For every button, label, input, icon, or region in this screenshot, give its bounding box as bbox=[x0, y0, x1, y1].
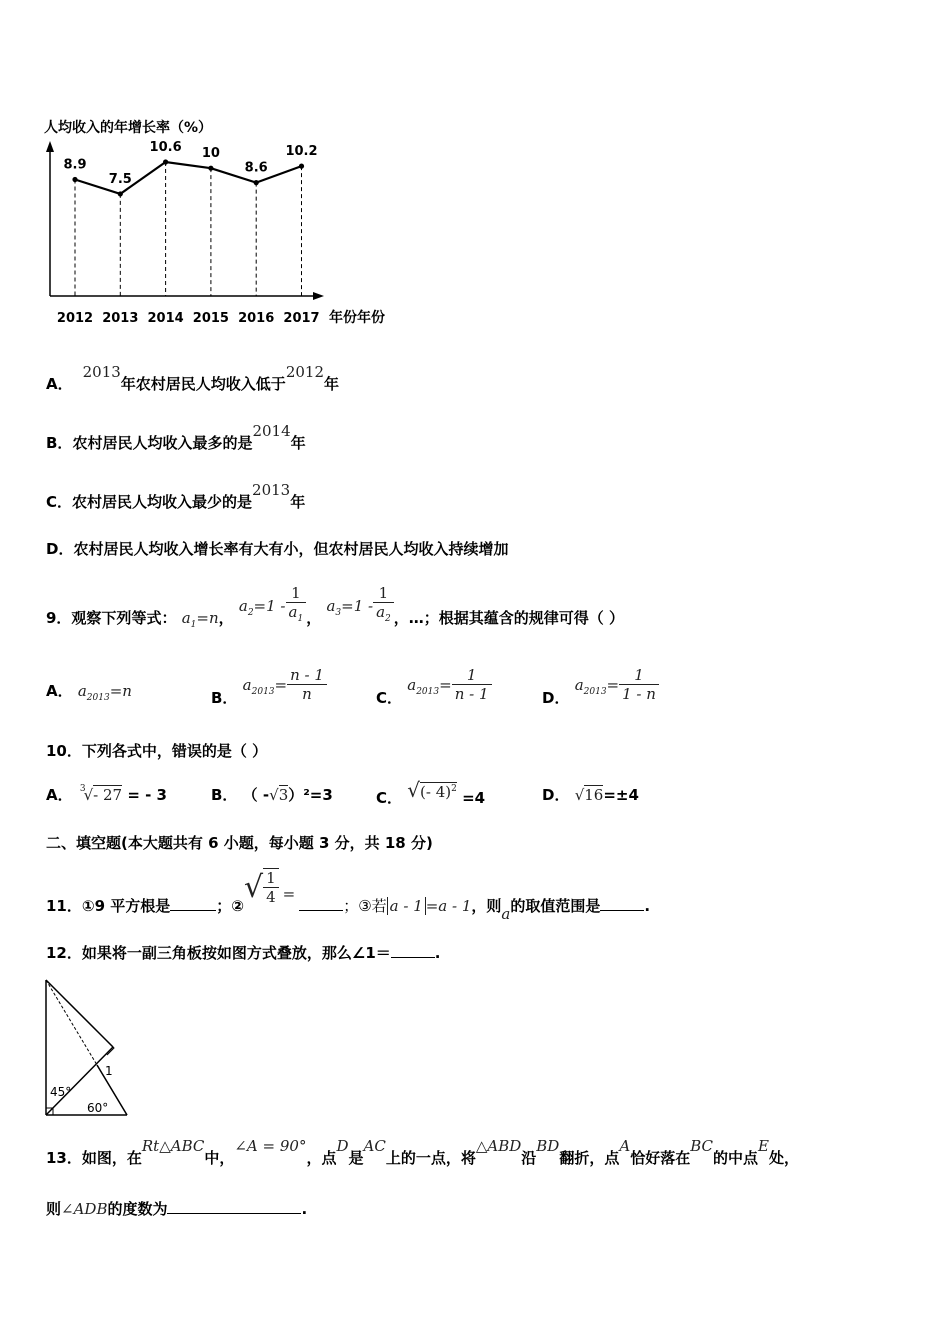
q11-part2: ；② bbox=[216, 897, 244, 915]
q9-option-c bbox=[376, 655, 492, 707]
data-label-2012: 8.9 bbox=[63, 157, 87, 173]
q8-d-text: 农村居民人均收入增长率有大有小，但农村居民人均收入持续增加 bbox=[73, 540, 509, 558]
q13-line-1 bbox=[46, 1135, 799, 1167]
data-label-2016: 8.6 bbox=[244, 160, 268, 176]
q10-c-radicand: (- 4) bbox=[420, 783, 452, 801]
q12-end: . bbox=[434, 944, 441, 962]
data-label-2015: 10 bbox=[201, 146, 220, 162]
q9-stem bbox=[46, 570, 624, 630]
q9-option-d bbox=[542, 655, 659, 707]
q13-tri-abd: △ABD bbox=[475, 1137, 522, 1155]
q8-c-year: 2013 bbox=[252, 481, 291, 499]
q11-part1: 11．①9 平方根是 bbox=[46, 897, 171, 915]
fig-label-1: 1 bbox=[105, 1064, 113, 1078]
q13-part7: 翻折，点 bbox=[559, 1149, 620, 1167]
q13-part1: 13．如图，在 bbox=[46, 1149, 142, 1167]
chart-title: 人均收入的年增长率（%） bbox=[44, 120, 213, 136]
q11-abs-expr: a - 1 bbox=[387, 897, 426, 915]
q9-opt-b-lhs: $a_{2013}=$ bbox=[242, 676, 288, 697]
data-point-2012 bbox=[72, 177, 77, 182]
q13-point-d: D bbox=[336, 1137, 349, 1155]
data-point-2013 bbox=[118, 191, 123, 196]
q9-opt-d-frac: $\frac{1}{1 - n}$ bbox=[619, 666, 659, 703]
q9-option-b bbox=[211, 655, 327, 707]
q13-seg-bd: BD bbox=[536, 1137, 560, 1155]
q10-option-a bbox=[46, 784, 167, 805]
q10-a-label: A． bbox=[46, 786, 73, 804]
data-point-2017 bbox=[299, 164, 304, 169]
fig-hypotenuse-45 bbox=[46, 980, 113, 1047]
q13-part3: ，点 bbox=[306, 1149, 337, 1167]
q10-d-radicand: 16 bbox=[584, 786, 604, 804]
chart-svg bbox=[40, 115, 420, 330]
q9-opt-c-lhs: $a_{2013}=$ bbox=[407, 676, 452, 697]
q13-end: . bbox=[301, 1200, 308, 1218]
q8-option-d bbox=[46, 538, 508, 559]
q10-d-radical-sign: √ bbox=[574, 786, 585, 804]
q8-b-text1: 农村居民人均收入最多的是 bbox=[72, 434, 253, 452]
q9-opt-c-frac: $\frac{1}{n - 1}$ bbox=[452, 666, 492, 703]
fig-label-60: 60° bbox=[87, 1101, 109, 1115]
q11-radical-sign: √ bbox=[243, 870, 264, 905]
q11-part3: ；③若 bbox=[343, 897, 387, 915]
q11-end: . bbox=[644, 897, 651, 915]
q10-c-radical-sign: √ bbox=[407, 778, 420, 802]
data-label-2014: 10.6 bbox=[149, 140, 182, 155]
x-axis-label: 年份年份 bbox=[329, 310, 385, 326]
q12-stem bbox=[46, 942, 440, 963]
q9-opt-a-expr: $a_{2013}=n$ bbox=[77, 682, 132, 703]
q13-line-2 bbox=[46, 1198, 307, 1219]
q13-angle-adb: ∠ADB bbox=[61, 1200, 108, 1218]
q9-opt-c-label: C． bbox=[376, 689, 403, 707]
q10-a-rhs: = - 3 bbox=[127, 786, 167, 804]
q13-line2-part1: 则 bbox=[46, 1200, 62, 1218]
q10-b-radicand: 3 bbox=[278, 786, 289, 804]
q9-stem-suffix: ，…；根据其蕴含的规律可得（ ） bbox=[393, 608, 624, 627]
q9-comma-2: ， bbox=[306, 608, 322, 627]
x-tick-2016: 2016 bbox=[238, 311, 275, 326]
q9-a3: $a_3=1$ - bbox=[326, 596, 374, 618]
data-point-2015 bbox=[208, 166, 213, 171]
q13-part9: 的中点 bbox=[713, 1149, 759, 1167]
q10-b-label: B． bbox=[211, 786, 238, 804]
q9-a2: $a_2=1$ - bbox=[238, 596, 286, 618]
q8-option-b bbox=[46, 422, 306, 452]
q13-seg-bc: BC bbox=[690, 1137, 713, 1155]
x-tick-2012: 2012 bbox=[56, 311, 94, 326]
x-tick-2014: 2014 bbox=[147, 311, 184, 326]
q8-a-label: A． bbox=[46, 375, 73, 393]
x-tick-2013: 2013 bbox=[102, 311, 139, 326]
x-tick-2017: 2017 bbox=[283, 311, 320, 326]
growth-rate-chart bbox=[40, 115, 420, 330]
q13-rt-abc: Rt△ABC bbox=[141, 1137, 205, 1155]
q10-d-rhs: =±4 bbox=[603, 786, 639, 804]
q12-blank bbox=[391, 943, 435, 958]
q8-option-a bbox=[46, 363, 340, 393]
q8-b-label: B． bbox=[46, 434, 73, 452]
q13-seg-ac: AC bbox=[363, 1137, 386, 1155]
fig-label-45: 45° bbox=[50, 1085, 72, 1099]
q11-eq: = bbox=[282, 885, 296, 903]
q10-a-radicand: - 27 bbox=[93, 786, 123, 804]
q10-b-open: （ - bbox=[242, 786, 270, 804]
q10-c-exp: 2 bbox=[451, 784, 457, 794]
q11-blank-1 bbox=[170, 896, 216, 911]
q10-a-radical-sign: √ bbox=[83, 786, 94, 804]
q13-blank bbox=[167, 1199, 301, 1214]
q11-frac: $\frac{1}{4}$ bbox=[263, 868, 279, 906]
q12-stem-text: 12．如果将一副三角板按如图方式叠放，那么∠1＝ bbox=[46, 944, 391, 962]
data-point-2016 bbox=[254, 180, 259, 185]
q9-frac2: $\frac{1}{a_2}$ bbox=[373, 584, 394, 624]
q8-a-text1: 年农村居民人均收入低于 bbox=[120, 375, 286, 393]
section-2-heading: 二、填空题(本大题共有 6 小题，每小题 3 分，共 18 分) bbox=[46, 834, 433, 852]
q8-b-year: 2014 bbox=[252, 422, 291, 440]
chart-marks bbox=[57, 140, 320, 326]
q10-stem: 10．下列各式中，错误的是（ ） bbox=[46, 742, 268, 760]
q8-d-label: D． bbox=[46, 540, 74, 558]
q9-opt-d-label: D． bbox=[542, 689, 570, 707]
x-axis-arrow bbox=[313, 292, 324, 300]
q11-blank-3 bbox=[600, 896, 644, 911]
q13-part4: 是 bbox=[348, 1149, 364, 1167]
q11-part5: 的取值范围是 bbox=[510, 897, 601, 915]
q12-figure-svg bbox=[40, 975, 135, 1120]
q10-d-label: D． bbox=[542, 786, 570, 804]
data-point-2014 bbox=[163, 159, 168, 164]
q10-b-radical-sign: √ bbox=[269, 786, 279, 804]
q13-angle-a: ∠A = 90° bbox=[234, 1137, 307, 1155]
q10-a-index: 3 bbox=[79, 784, 86, 794]
q13-part2: 中， bbox=[204, 1149, 235, 1167]
q13-point-e: E bbox=[758, 1137, 769, 1155]
q13-part10: 处， bbox=[768, 1149, 799, 1167]
q10-c-label: C． bbox=[376, 789, 403, 807]
q9-frac1: $\frac{1}{a_1}$ bbox=[286, 584, 307, 624]
q10-c-rhs: =4 bbox=[462, 789, 486, 807]
q9-opt-b-label: B． bbox=[211, 689, 238, 707]
q11-part4: ，则 bbox=[471, 897, 502, 915]
q9-opt-d-lhs: $a_{2013}=$ bbox=[574, 676, 620, 697]
q10-b-rhs: ）²=3 bbox=[288, 786, 333, 804]
q8-option-c bbox=[46, 481, 306, 511]
x-tick-2015: 2015 bbox=[192, 311, 229, 326]
q9-a1: $a_1=n$ bbox=[181, 608, 219, 630]
q13-part6: 沿 bbox=[521, 1149, 537, 1167]
q8-a-text2: 年 bbox=[324, 375, 340, 393]
q11-blank-2 bbox=[299, 896, 343, 911]
q9-stem-prefix: 9．观察下列等式： bbox=[46, 608, 177, 627]
q10-option-d bbox=[542, 784, 639, 805]
q8-a-year2: 2012 bbox=[285, 363, 324, 381]
q8-a-year1: 2013 bbox=[82, 363, 121, 381]
q9-option-a bbox=[46, 680, 132, 703]
q9-opt-b-frac: $\frac{n - 1}{n}$ bbox=[287, 666, 327, 703]
q9-opt-a-label: A． bbox=[46, 682, 73, 700]
data-label-2017: 10.2 bbox=[285, 144, 318, 160]
q11 bbox=[46, 858, 651, 923]
q8-b-text2: 年 bbox=[290, 434, 306, 452]
q10-option-b bbox=[211, 784, 333, 805]
data-label-2013: 7.5 bbox=[108, 171, 132, 187]
q10-c-radicand-box bbox=[420, 782, 457, 801]
q10-option-c bbox=[376, 778, 486, 807]
q13-part5: 上的一点，将 bbox=[385, 1149, 476, 1167]
q13-part8: 恰好落在 bbox=[630, 1149, 691, 1167]
q12-figure bbox=[40, 975, 135, 1120]
q13-line2-part2: 的度数为 bbox=[107, 1200, 168, 1218]
q8-c-label: C． bbox=[46, 493, 73, 511]
q8-c-text1: 农村居民人均收入最少的是 bbox=[72, 493, 253, 511]
q11-var: a bbox=[501, 905, 511, 923]
q13-point-a: A bbox=[619, 1137, 631, 1155]
q11-rhs: =a - 1 bbox=[425, 897, 472, 915]
q9-comma-1: ， bbox=[218, 608, 234, 627]
q8-c-text2: 年 bbox=[290, 493, 306, 511]
y-axis-arrow bbox=[46, 141, 54, 152]
